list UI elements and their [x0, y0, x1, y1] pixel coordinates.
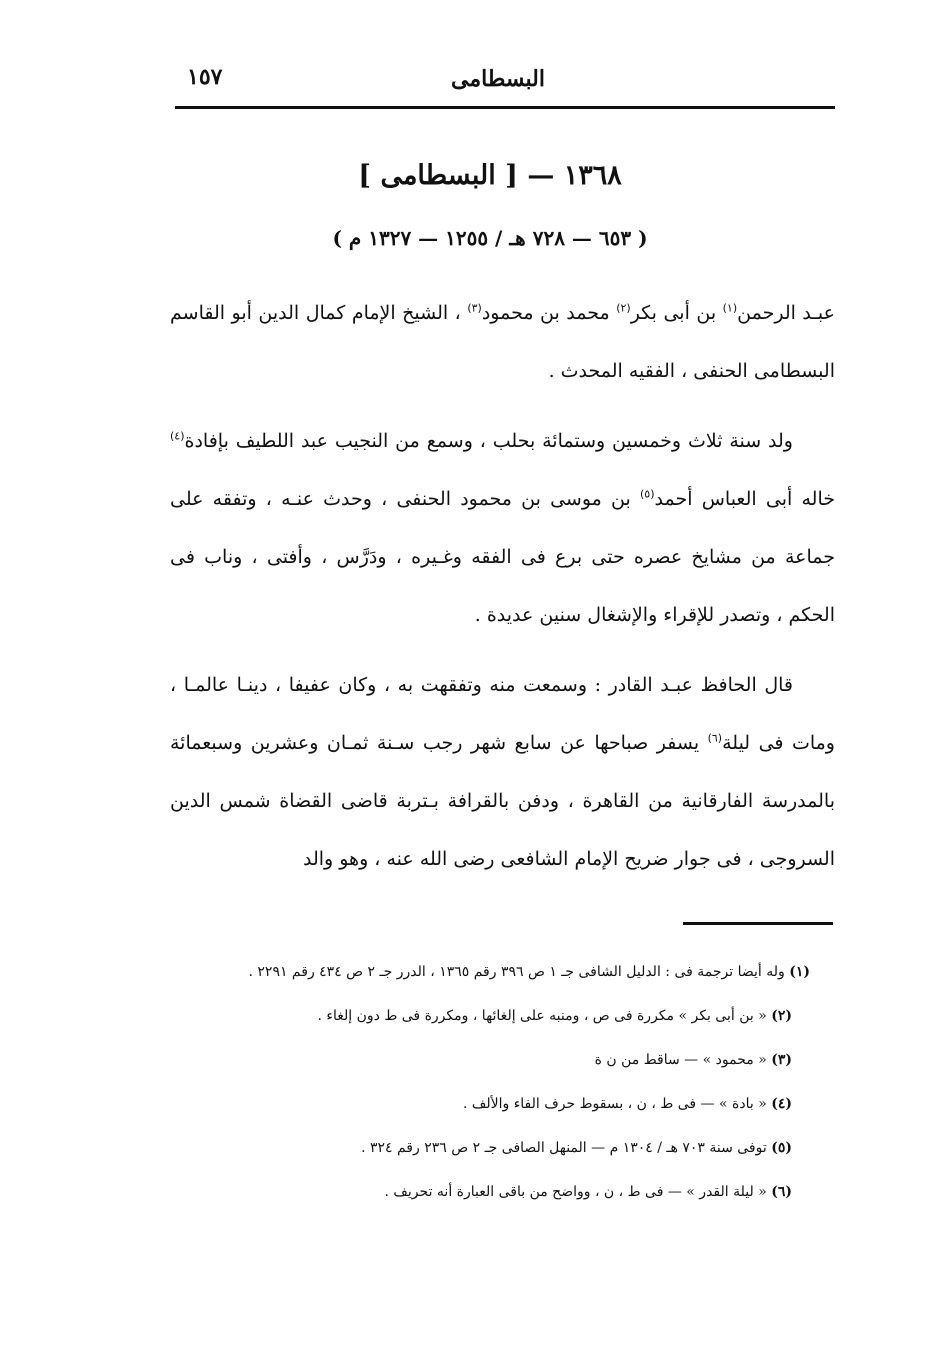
footnote-number: (٣): [771, 1052, 792, 1068]
entry-body: [170, 284, 835, 888]
running-title: البسطامى: [451, 66, 545, 92]
footnote-item: [170, 1038, 810, 1082]
footnote-number: (٥): [771, 1140, 792, 1156]
entry-dates: ( ٦٥٣ — ٧٢٨ هـ / ١٢٥٥ — ١٣٢٧ م ): [332, 226, 648, 250]
footnote-item: [170, 1126, 810, 1170]
page-number: ١٥٧: [187, 64, 223, 90]
paragraph-text: بن أبى بكر: [630, 302, 723, 324]
footnote-text: « ليلة القدر » — فى ط ، ن ، وواضح من باقى العبارة أنه تحريف .: [384, 1184, 772, 1200]
page-header: [175, 58, 835, 110]
footnote-ref: (٥): [640, 487, 655, 501]
footnote-ref: (١): [722, 301, 738, 315]
footnote-item: [170, 1170, 810, 1214]
footnote-number: (٤): [771, 1096, 792, 1112]
paragraph-text: يسفر صباحها عن سابع شهر رجب سـنة ثمـان وعشرين وسبعمائة بالمدرسة الفارقانية من القاهرة ، ودفن بالقرافة بـتربة قاضى القضاة شمس الدين السروجى ، فى جوار ضريح الإمام الشافعى رضى الله عنه ، وهو والد: [170, 732, 835, 870]
paragraph-text: محمد بن محمود: [481, 302, 617, 324]
footnote-number: (٢): [771, 1008, 792, 1024]
footnote-item: [170, 1082, 810, 1126]
footnote-item: [170, 994, 810, 1038]
footnote-text: « بن أبى بكر » مكررة فى ص ، ومنبه على إلغائها ، ومكررة فى ط دون إلغاء .: [317, 1008, 772, 1024]
footnote-text: « بادة » — فى ط ، ن ، بسقوط حرف الفاء والألف .: [462, 1096, 772, 1112]
footnote-number: (١): [789, 964, 810, 980]
paragraph-text: ، الشيخ الإمام كمال الدين أبو القاسم البسطامى الحنفى ، الفقيه المحدث .: [170, 302, 835, 382]
footnote-text: توفى سنة ٧٠٣ هـ / ١٣٠٤ م — المنهل الصافى جـ ٢ ص ٢٣٦ رقم ٣٢٤ .: [361, 1140, 772, 1156]
footnote-ref: (٦): [707, 731, 723, 745]
paragraph-text: خاله أبى العباس أحمد: [654, 488, 835, 510]
footnote-text: وله أيضا ترجمة فى : الدليل الشافى جـ ١ ص ٣٩٦ رقم ١٣٦٥ ، الدرر جـ ٢ ص ٤٣٤ رقم ٢٢٩١ .: [248, 964, 790, 980]
footnotes: [170, 950, 810, 1214]
paragraph-text: عبـد الرحمن: [737, 302, 835, 324]
footnote-ref: (٢): [616, 301, 631, 315]
body-paragraph: [170, 412, 835, 644]
footnote-rule: [683, 922, 833, 925]
body-paragraph: [170, 284, 835, 400]
footnote-number: (٦): [771, 1184, 792, 1200]
paragraph-text: بن موسى بن محمود الحنفى ، وحدث عنـه ، وتفقه على جماعة من مشايخ عصره حتى برع فى الفقه وغـيره ، ودَرَّس ، وأفتى ، وناب فى الحكم ، وتصدر للإقراء والإشغال سنين عديدة .: [170, 488, 835, 626]
paragraph-text: ولد سنة ثلاث وخمسين وستمائة بحلب ، وسمع من النجيب عبد اللطيف بإفادة: [184, 430, 793, 452]
body-paragraph: [170, 656, 835, 888]
paragraph-text: قال الحافظ عبـد القادر : وسمعت منه وتفقهت به ، وكان عفيفا ، دينـا عالمـا ، ومات فى ليلة: [170, 674, 835, 754]
header-rule: [175, 106, 835, 109]
footnote-ref: (٣): [467, 301, 482, 315]
footnote-item: [170, 950, 810, 994]
footnote-text: « محمود » — ساقط من ن ة: [594, 1052, 772, 1068]
footnote-ref: (٤): [170, 429, 185, 443]
entry-title: ١٣٦٨ — [ البسطامى ]: [358, 160, 622, 191]
